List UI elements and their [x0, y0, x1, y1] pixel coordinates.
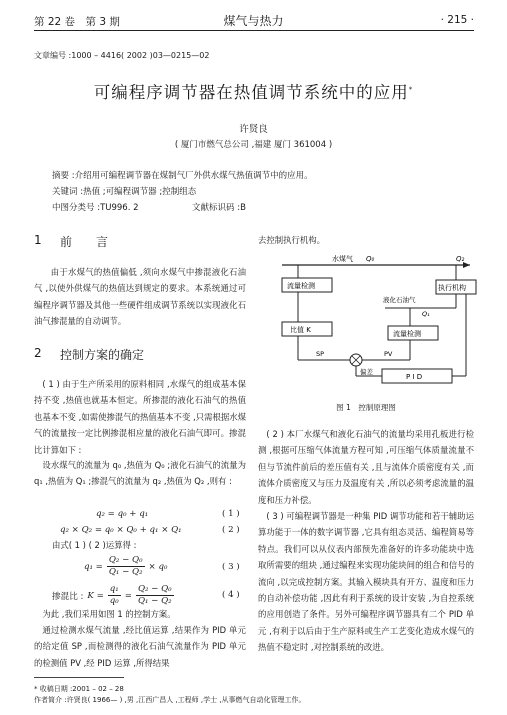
equation-3-number: ( 3 )	[222, 562, 240, 572]
author: 许贤良	[239, 124, 268, 135]
figure-caption: 图 1 控制原理图	[336, 403, 396, 412]
label-water-gas: 水煤气	[332, 255, 353, 263]
paper-title	[0, 79, 507, 103]
section-1-paragraph: 由于水煤气的热值偏低 ,须向水煤气中掺混液化石油气 ,以使外供煤气的热值达到规定的要求。本系统通过可编程序调节器及其他一些硬件组成调节系统以实现液化石油气掺混量的自动调节。	[34, 267, 246, 327]
eq3-fraction	[107, 555, 145, 578]
equation-1: q₂ = q₀ + q₁	[96, 509, 149, 519]
equation-4	[52, 584, 174, 607]
eq4-numerator-1: q₁	[109, 584, 119, 594]
label-q2: Q₂	[456, 255, 465, 263]
footnote-rule	[34, 677, 124, 678]
title-footnote-mark: *	[408, 85, 414, 94]
eq4-numerator-2: Q₂ − Q₀	[137, 584, 172, 594]
footnote-author-bio: 作者简介 :许贤良( 1966— ) ,男 ,江西广昌人 ,工程师 ,学士 ,从事燃气自动化管理工作。	[34, 696, 306, 704]
label-actuator: 执行机构	[438, 284, 466, 292]
control-diagram	[270, 250, 480, 390]
equation-1-number: ( 1 )	[222, 509, 240, 519]
label-lpg: 液化石油气	[383, 296, 416, 304]
right-paragraph-2: ( 3 ) 可编程调节器是一种集 PID 调节功能和若干辅助运算功能于一体的数字调节器 ,它具有组态灵活、编程简易等特点。我们可以从仪表内部预先准备好的许多功能块中选取所需要的组块 ,通过编程来实现功能块间的组合和信号的流向 ,以完成控制方案。其输入模块具有开方、温度和压力的自动补偿功能 ,因此有利于系统的设计安装 ,为自控系统的应用创造了条件。另外可编程序调节器具有二个 PID 单元 ,有利于以后由于生产原料或生产工艺变化造成水煤气的热值不稳定时 ,对控制系统的改进。	[258, 511, 474, 653]
label-q0: Q₀	[366, 255, 375, 263]
equation-lead: 由式( 1 ) ( 2 )运算得 :	[52, 540, 137, 550]
header-rule	[34, 30, 474, 31]
section-2-paragraph-3: 为此 ,我们采用如图 1 的控制方案。	[42, 609, 176, 619]
journal-issue: 第 22 卷 第 3 期	[34, 16, 120, 28]
equation-2: q₂ × Q₂ = q₀ × Q₀ + q₁ × Q₁	[60, 525, 182, 535]
article-number: 文章编号 :1000 – 4416( 2002 )03—0215—02	[34, 51, 210, 60]
section-2-paragraph-4: 通过检测水煤气流量 ,经比值运算 ,结果作为 PID 单元的给定值 SP ,而检测得的液化石油气流量作为 PID 单元的检测值 PV ,经 PID 运算 ,所得结果	[34, 625, 246, 668]
section-2-title: 控制方案的确定	[60, 348, 145, 362]
equation-4-number: ( 4 )	[222, 590, 240, 600]
eq3-numerator: Q₂ − Q₀	[108, 555, 143, 565]
label-sp: SP	[316, 350, 325, 358]
page-number: · 215 ·	[440, 14, 474, 26]
equation-3	[84, 555, 167, 578]
label-flow-detect-1: 流量检测	[287, 282, 315, 290]
eq4-fraction-2	[136, 584, 174, 607]
footnote-received: * 收稿日期 :2001 – 02 – 28	[34, 685, 124, 693]
classification-code: 中图分类号 :TU996. 2	[52, 203, 139, 213]
section-1-title: 前 言	[60, 235, 109, 249]
eq4-denominator-1: q₀	[109, 596, 119, 606]
document-code: 文献标识码 :B	[192, 203, 246, 213]
eq4-lhs: K =	[87, 590, 104, 601]
label-pv: PV	[384, 350, 393, 358]
eq4-prefix: 掺混比 :	[52, 591, 84, 602]
keywords: 关键词 :热值 ;可编程调节器 ;控制组态	[52, 187, 197, 197]
affiliation: ( 厦门市燃气总公司 ,福建 厦门 361004 )	[174, 140, 333, 150]
right-paragraph-1: ( 2 ) 本厂水煤气和液化石油气的流量均采用孔板进行检测 ,根据可压缩气体流量方程可知 ,可压缩气体质量流量不但与节流件前后的差压值有关 ,且与流体介质密度有关 ,而流体介质密度又与压力及温度有关 ,所以必须考虑流量的温度和压力补偿。	[258, 429, 474, 505]
section-2-paragraph-2: 设水煤气的流量为 q₀ ,热值为 Q₀ ;液化石油气的流量为 q₁ ,热值为 Q₁ ;掺混气的流量为 q₂ ,热值为 Q₂ ,则有 :	[34, 460, 246, 487]
label-flow-detect-2: 流量检测	[393, 330, 421, 338]
paper-title-text: 可编程序调节器在热值调节系统中的应用	[93, 83, 409, 102]
section-2-number: 2	[34, 346, 42, 360]
eq3-lhs: q₁ =	[84, 561, 103, 572]
label-q1: Q₁	[422, 310, 430, 318]
eq3-rhs: × q₀	[148, 561, 168, 572]
label-ratio: 比值 K	[290, 326, 311, 334]
right-paragraph-0: 去控制执行机构。	[258, 235, 325, 245]
eq3-denominator: Q₁ − Q₂	[108, 567, 143, 577]
equation-2-number: ( 2 )	[222, 525, 240, 535]
eq4-equals: =	[124, 590, 132, 601]
label-pid: P I D	[406, 373, 423, 381]
eq4-denominator-2: Q₁ − Q₂	[137, 596, 172, 606]
section-1-number: 1	[34, 233, 42, 247]
label-deviation: 偏差	[360, 368, 373, 376]
section-2-paragraph-1: ( 1 ) 由于生产所采用的原料相同 ,水煤气的组成基本保持不变 ,热值也就基本恒定。所掺混的液化石油气的热值也基本不变 ,如需使掺混气的热值基本不变 ,只需根据水煤气的流量按一定比例掺混相应量的液化石油气即可。掺混比计算如下 :	[34, 379, 246, 455]
journal-name: 煤气与热力	[223, 14, 284, 28]
eq4-fraction-1	[108, 584, 121, 607]
abstract: 摘要 :介绍用可编程调节器在煤制气厂外供水煤气热值调节中的应用。	[52, 171, 313, 181]
